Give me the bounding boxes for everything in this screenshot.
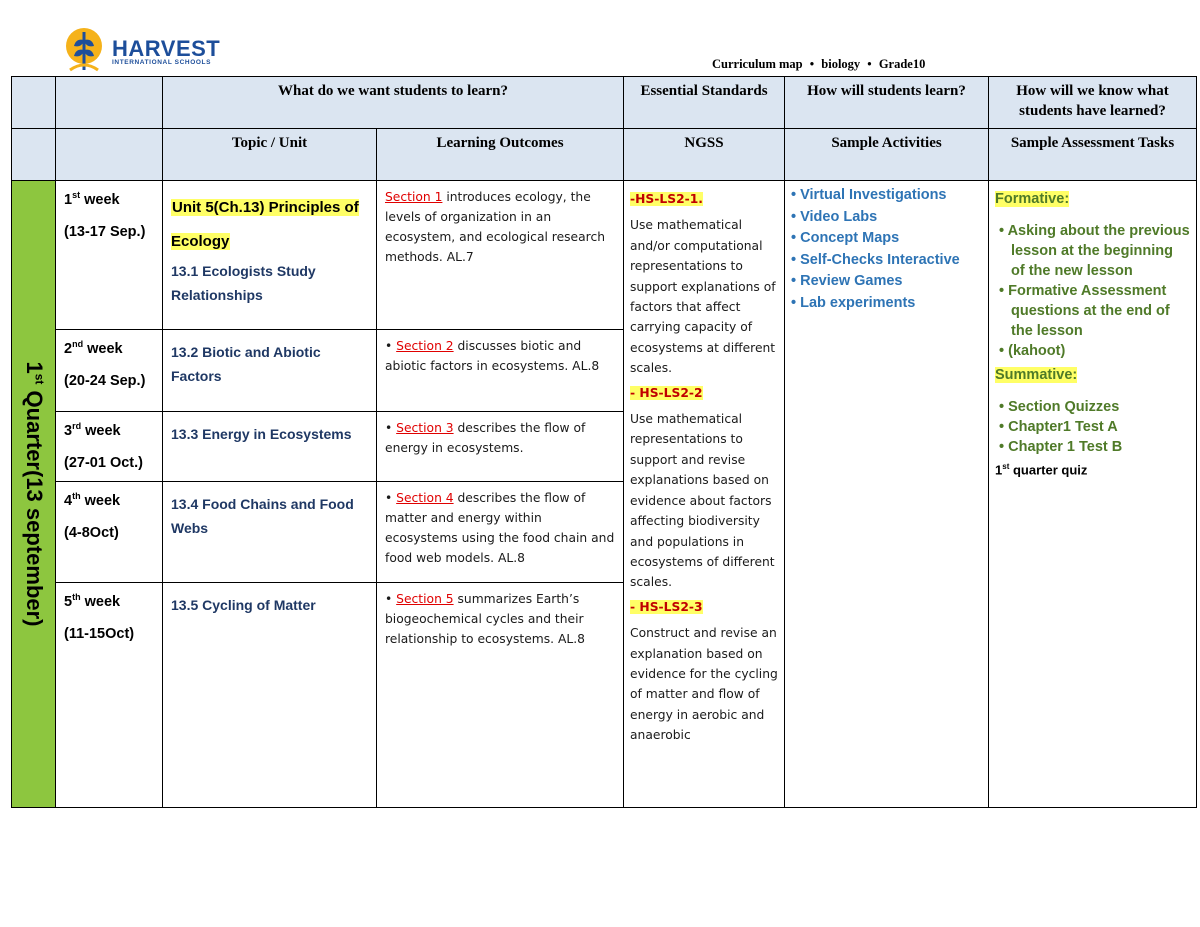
week-cell: 5th week (11-15Oct) <box>56 582 163 807</box>
section-link[interactable]: Section 1 <box>385 190 443 204</box>
header-empty-cell <box>12 77 56 129</box>
week-dates: (13-17 Sep.) <box>64 224 146 241</box>
wheat-sun-icon <box>62 26 108 74</box>
topic-title: 13.5 Cycling of Matter <box>171 596 316 613</box>
activity-item: • Concept Maps <box>791 230 900 246</box>
header-empty-cell <box>56 129 163 181</box>
header-assessment: Sample Assessment Tasks <box>989 129 1197 181</box>
curriculum-table <box>11 76 1197 808</box>
document-header <box>712 57 925 72</box>
section-link[interactable]: Section 4 <box>396 490 454 505</box>
formative-label: Formative: <box>995 191 1070 207</box>
header-activities: Sample Activities <box>785 129 989 181</box>
unit-title: Unit 5(Ch.13) Principles of Ecology <box>171 199 359 250</box>
outcome-cell: • Section 4 describes the flow of matter and energy within ecosystems using the food chain and food web models. AL.8 <box>377 481 624 582</box>
activity-item: • Virtual Investigations <box>791 187 947 203</box>
activity-item: • Review Games <box>791 273 903 289</box>
topic-cell <box>163 330 377 412</box>
header-row-1 <box>12 77 1197 129</box>
outcome-cell: • Section 2 discusses biotic and abiotic factors in ecosystems. AL.8 <box>377 330 624 412</box>
topic-cell <box>163 481 377 582</box>
week-dates: (11-15Oct) <box>64 626 135 643</box>
week-dates: (20-24 Sep.) <box>64 373 146 390</box>
header-topic: Topic / Unit <box>163 129 377 181</box>
topic-cell <box>163 412 377 482</box>
ngss-text: Use mathematical representations to support and revise explanations based on evidence about factors affecting biodiversity and populations in ecosystems of different scales. <box>630 412 775 590</box>
header-row-2 <box>12 129 1197 181</box>
harvest-logo <box>62 26 222 74</box>
ngss-code: -HS-LS2-1. <box>630 192 703 206</box>
activity-item: • Video Labs <box>791 208 878 225</box>
week-row <box>12 181 1197 330</box>
ngss-code: - HS-LS2-2 <box>630 385 703 400</box>
section-link[interactable]: Section 2 <box>396 339 454 353</box>
ngss-text: Construct and revise an explanation based on evidence for the cycling of matter and flow of energy in aerobic and anaerobic <box>630 626 778 743</box>
topic-title: 13.3 Energy in Ecosystems <box>171 426 352 442</box>
assessment-item: • (kahoot) <box>999 343 1066 359</box>
header-part3: Grade10 <box>878 57 926 71</box>
header-sep: • <box>809 57 815 71</box>
assessment-cell <box>989 181 1197 808</box>
logo-sub-text: INTERNATIONAL SCHOOLS <box>112 59 212 66</box>
header-how-know: How will we know what students have learned? <box>989 77 1197 129</box>
week-dates: (27-01 Oct.) <box>64 455 143 472</box>
week-cell: 1st week (13-17 Sep.) <box>56 181 163 330</box>
outcome-cell: Section 1 introduces ecology, the levels of organization in an ecosystem, and ecological research methods. AL.7 <box>377 181 624 330</box>
week-cell: 4th week (4-8Oct) <box>56 481 163 582</box>
logo-brand-text: HARVEST <box>112 36 221 61</box>
ngss-cell <box>624 181 785 808</box>
assessment-item: • Chapter1 Test A <box>999 419 1118 435</box>
header-empty-cell <box>12 129 56 181</box>
header-learn: What do we want students to learn? <box>163 77 624 129</box>
header-part1: Curriculum map <box>712 57 803 71</box>
week-cell: 2nd week (20-24 Sep.) <box>56 330 163 412</box>
header-essential: Essential Standards <box>624 77 785 129</box>
week-cell: 3rd week (27-01 Oct.) <box>56 412 163 482</box>
outcome-cell: • Section 3 describes the flow of energy in ecosystems. <box>377 412 624 482</box>
outcome-cell: • Section 5 summarizes Earth’s biogeochemical cycles and their relationship to ecosystems. AL.8 <box>377 582 624 807</box>
assessment-item: • Formative Assessment questions at the end of the lesson <box>999 283 1170 339</box>
section-link[interactable]: Section 3 <box>396 421 454 435</box>
ngss-text: Use mathematical and/or computational representations to support explanations of factors that affect carrying capacity of ecosystems at different scales. <box>630 218 776 376</box>
quarter-quiz: 1st quarter quiz <box>995 462 1088 478</box>
header-ngss: NGSS <box>624 129 785 181</box>
section-link[interactable]: Section 5 <box>396 591 454 606</box>
quarter-label: 1st Quarter(13 september) <box>21 361 47 627</box>
topic-title: 13.4 Food Chains and Food Webs <box>171 495 354 536</box>
header-outcomes: Learning Outcomes <box>377 129 624 181</box>
topic-title: 13.1 Ecologists Study Relationships <box>171 263 316 303</box>
summative-label: Summative: <box>995 367 1078 383</box>
activity-item: • Lab experiments <box>791 294 916 311</box>
header-how-learn: How will students learn? <box>785 77 989 129</box>
assessment-item: • Chapter 1 Test B <box>999 439 1123 455</box>
header-empty-cell <box>56 77 163 129</box>
topic-cell <box>163 181 377 330</box>
ngss-code: - HS-LS2-3 <box>630 599 703 614</box>
topic-cell <box>163 582 377 807</box>
topic-title: 13.2 Biotic and Abiotic Factors <box>171 344 321 384</box>
header-part2: biology <box>821 57 861 71</box>
quarter-cell <box>12 181 56 808</box>
activity-item: • Self-Checks Interactive <box>791 251 960 268</box>
header-sep: • <box>867 57 872 71</box>
assessment-item: • Asking about the previous lesson at the beginning of the new lesson <box>999 223 1190 279</box>
week-dates: (4-8Oct) <box>64 525 119 542</box>
activities-cell <box>785 181 989 808</box>
assessment-item: • Section Quizzes <box>999 399 1120 415</box>
